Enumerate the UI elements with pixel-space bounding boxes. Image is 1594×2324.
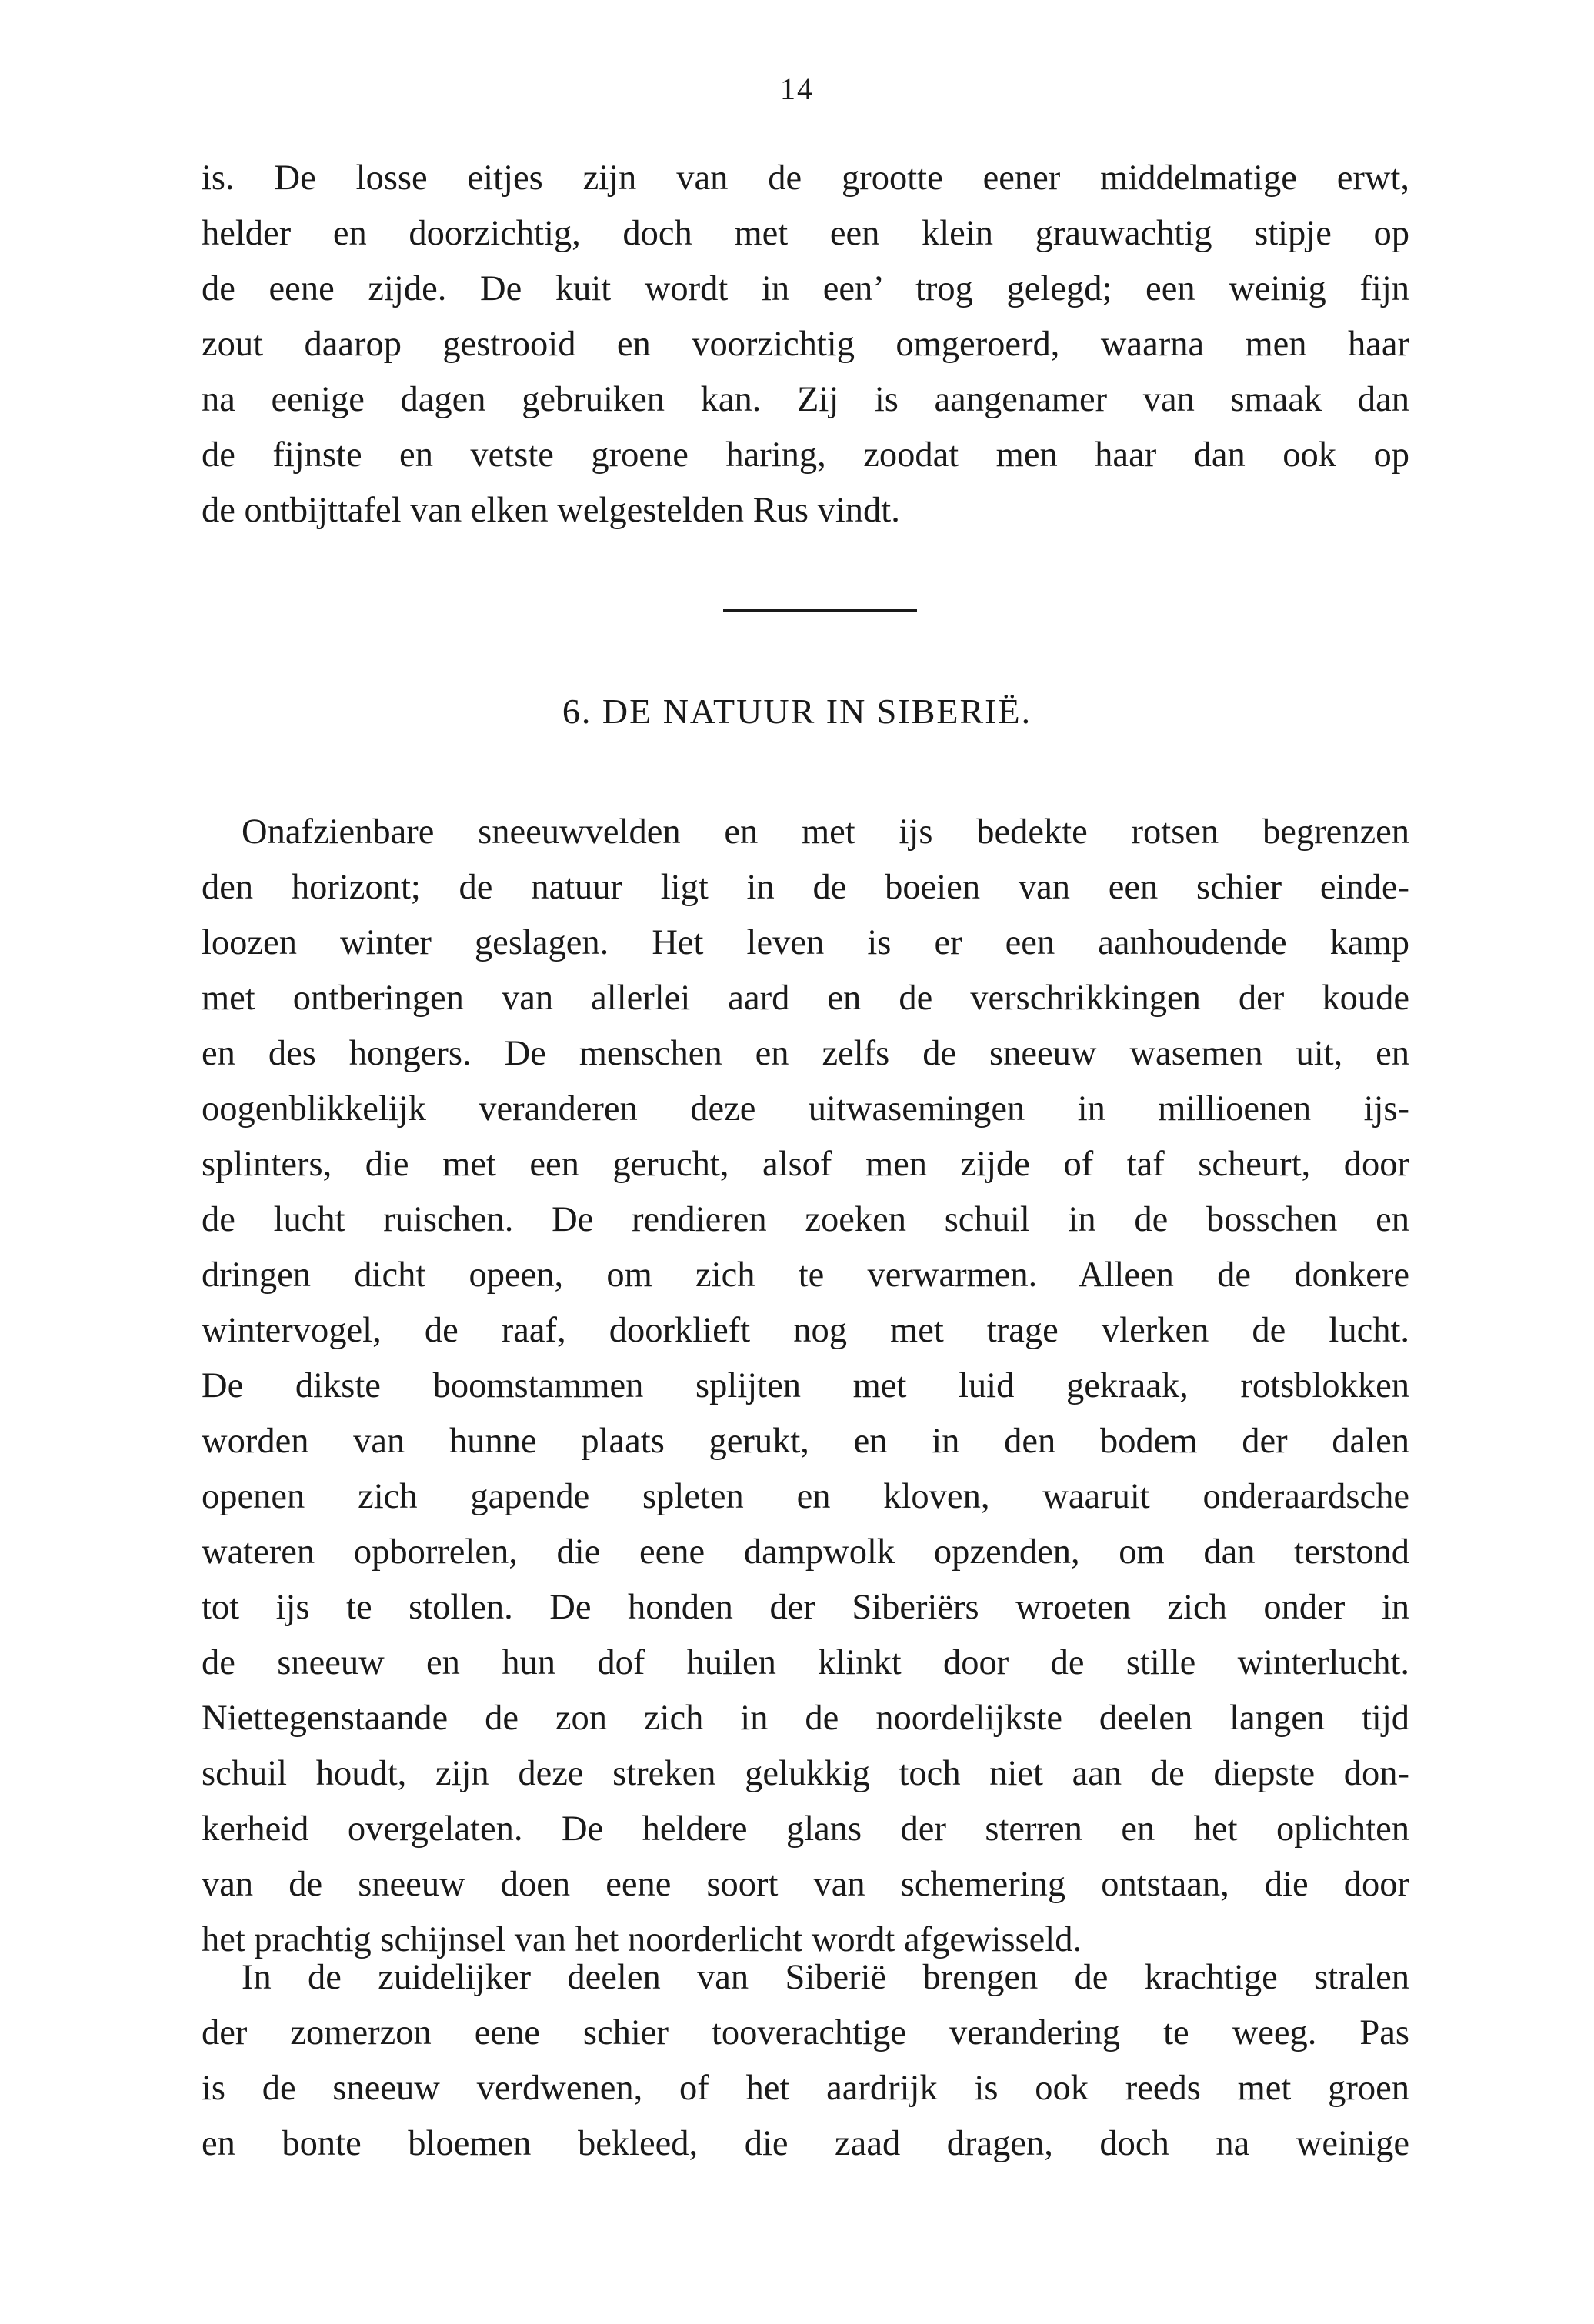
text-line: de ontbijttafel van elken welgestelden Rus vindt.	[202, 491, 900, 530]
text-line: de eene zijde. De kuit wordt in een’ trog gelegd; een weinig fijn	[202, 269, 1409, 308]
text-line: tot ijs te stollen. De honden der Siberiërs wroeten zich onder in	[202, 1588, 1409, 1627]
text-line: de lucht ruischen. De rendieren zoeken schuil in de bosschen en	[202, 1200, 1409, 1239]
text-line: wateren opborrelen, die eene dampwolk opzenden, om dan terstond	[202, 1532, 1409, 1572]
text-line: van de sneeuw doen eene soort van schemering ontstaan, die door	[202, 1865, 1409, 1904]
text-line: is de sneeuw verdwenen, of het aardrijk is ook reeds met groen	[202, 2069, 1409, 2108]
text-line: helder en doorzichtig, doch met een klein grauwachtig stipje op	[202, 214, 1409, 253]
text-line: de fijnste en vetste groene haring, zoodat men haar dan ook op	[202, 435, 1409, 475]
text-line: en des hongers. De menschen en zelfs de sneeuw wasemen uit, en	[202, 1034, 1409, 1073]
text-line: dringen dicht opeen, om zich te verwarmen. Alleen de donkere	[202, 1255, 1409, 1295]
text-line: is. De losse eitjes zijn van de grootte eener middelmatige erwt,	[202, 158, 1409, 198]
text-line: splinters, die met een gerucht, alsof men zijde of taf scheurt, door	[202, 1145, 1409, 1184]
text-line: De dikste boomstammen splijten met luid gekraak, rotsblokken	[202, 1366, 1409, 1405]
text-line: Niettegenstaande de zon zich in de noordelijkste deelen langen tijd	[202, 1699, 1409, 1738]
text-line: zout daarop gestrooid en voorzichtig omgeroerd, waarna men haar	[202, 325, 1409, 364]
paragraph-summer	[202, 1950, 1409, 2172]
text-line: den horizont; de natuur ligt in de boeien van een schier einde-	[202, 868, 1409, 907]
text-line: In de zuidelijker deelen van Siberië brengen de krachtige stralen	[242, 1958, 1409, 1997]
text-line: het prachtig schijnsel van het noorderlicht wordt afgewisseld.	[202, 1920, 1082, 1959]
section-divider	[723, 609, 917, 612]
paragraph-winter	[202, 805, 1409, 1968]
text-line: loozen winter geslagen. Het leven is er een aanhoudende kamp	[202, 923, 1409, 962]
text-line: kerheid overgelaten. De heldere glans der sterren en het oplichten	[202, 1809, 1409, 1849]
continued-paragraph	[202, 151, 1409, 538]
text-line: openen zich gapende spleten en kloven, waaruit onderaardsche	[202, 1477, 1409, 1516]
text-line: worden van hunne plaats gerukt, en in den bodem der dalen	[202, 1422, 1409, 1461]
text-line: wintervogel, de raaf, doorklieft nog met trage vlerken de lucht.	[202, 1311, 1409, 1350]
text-line: Onafzienbare sneeuwvelden en met ijs bedekte rotsen begrenzen	[242, 812, 1409, 852]
text-line: en bonte bloemen bekleed, die zaad dragen, doch na weinige	[202, 2124, 1409, 2163]
text-line: na eenige dagen gebruiken kan. Zij is aangenamer van smaak dan	[202, 380, 1409, 419]
text-line: der zomerzon eene schier tooverachtige verandering te weeg. Pas	[202, 2013, 1409, 2052]
page-number: 14	[780, 72, 814, 106]
text-line: met ontberingen van allerlei aard en de verschrikkingen der koude	[202, 979, 1409, 1018]
text-line: schuil houdt, zijn deze streken gelukkig toch niet aan de diepste don-	[202, 1754, 1409, 1793]
text-line: de sneeuw en hun dof huilen klinkt door de stille winterlucht.	[202, 1643, 1409, 1682]
section-heading: 6. DE NATUUR IN SIBERIË.	[562, 692, 1032, 731]
text-line: oogenblikkelijk veranderen deze uitwasemingen in millioenen ijs-	[202, 1089, 1409, 1129]
